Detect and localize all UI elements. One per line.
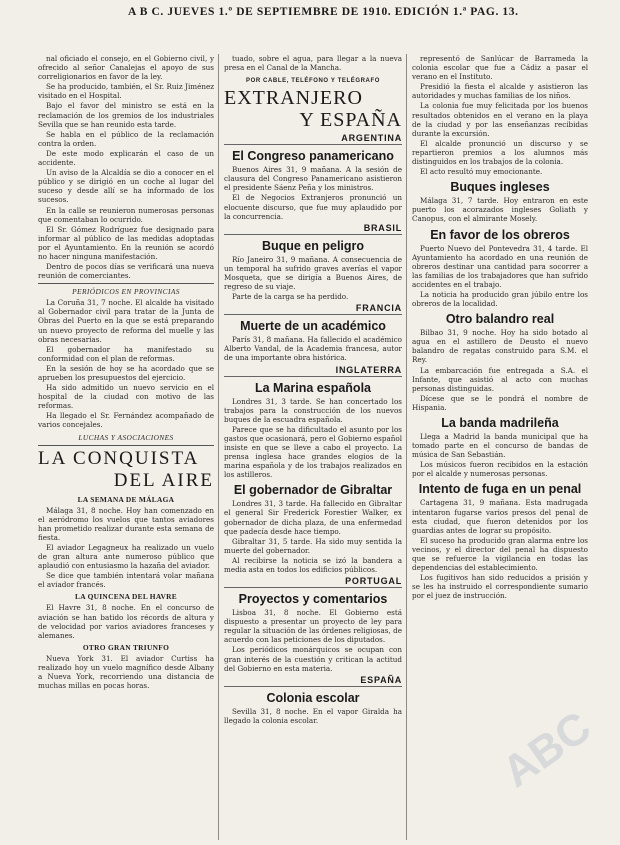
subheading: OTRO GRAN TRIUNFO xyxy=(82,642,170,652)
paragraph: En la calle se reunieron numerosas personas que comentaban lo ocurrido. xyxy=(38,205,214,224)
paragraph: Buenos Aires 31, 9 mañana. A la sesión de clausura del Congreso Panamericano asistieron el presidente Sáenz Peña y los ministros. xyxy=(224,165,402,193)
subheading: LA QUINCENA DEL HAVRE xyxy=(74,592,178,602)
paragraph: Río Janeiro 31, 9 mañana. A consecuencia de un temporal ha sufrido graves averías el vapor Mosqueta, que se dirigía a Buenos Aires, de regreso de su viaje. xyxy=(224,254,402,292)
paragraph: Bajo el favor del ministro se está en la reclamación de los gremios de los industriales Sevilla que se han reunido esta tarde. xyxy=(38,101,214,129)
paragraph: Llega a Madrid la banda municipal que ha tomado parte en el concurso de bandas de música de San Sebastián. xyxy=(412,432,588,460)
country-label: ARGENTINA xyxy=(224,133,402,145)
paragraph: Parte de la carga se ha perdido. xyxy=(232,292,349,302)
section-divider xyxy=(38,445,214,446)
paragraph: Gibraltar 31, 5 tarde. Ha sido muy sentida la muerte del gobernador. xyxy=(224,536,402,555)
paragraph: Sevilla 31, 8 noche. En el vapor Giralda ha llegado la colonia escolar. xyxy=(224,706,402,725)
article-heading: Muerte de un académico xyxy=(240,319,386,334)
column-3 xyxy=(412,54,588,844)
country-label: ESPAÑA xyxy=(224,675,402,687)
paragraph: Dícese que se le pondrá el nombre de Hispania. xyxy=(412,393,588,412)
headline-conquista: LA CONQUISTA xyxy=(38,447,200,469)
column-2 xyxy=(224,54,402,844)
paragraph: Londres 31, 3 tarde. Se han concertado los trabajos para la construcción de los nuevos buques de la escuadra española. xyxy=(224,396,402,424)
paragraph: El de Negocios Extranjeros pronunció un elocuente discurso, que fue muy aplaudido por la concurrencia. xyxy=(224,193,402,221)
paragraph: Puerto Nuevo del Pontevedra 31, 4 tarde. El Ayuntamiento ha acordado en una reunión de obreros destinar una cantidad para socorrer a las familias de los trabajadores que han sufrido accidentes en el trabajo. xyxy=(412,243,588,289)
paragraph: Bilbao 31, 9 noche. Hoy ha sido botado al agua en el astillero de Deusto el nuevo balandro de regatas construido para S.M. el Rey. xyxy=(412,328,588,365)
section-heading: PERIÓDICOS EN PROVINCIAS xyxy=(72,287,180,297)
paragraph: El Havre 31, 8 noche. En el concurso de aviación se han batido los récords de altura y de velocidad por varios aviadores franceses y alemanes. xyxy=(38,603,214,640)
paragraph: El aviador Legagneux ha realizado un vuelo de gran altura ante numeroso público que aplaudió con entusiasmo la hazaña del aviador. xyxy=(38,542,214,571)
paragraph: Dentro de pocos días se verificará una nueva reunión de comerciantes. xyxy=(38,262,214,281)
paragraph: Los fugitivos han sido reducidos a prisión y se les ha instruido el correspondiente sumario por el juez de instrucción. xyxy=(412,573,588,601)
paragraph: Se habla en el público de la reclamación contra la orden. xyxy=(38,129,214,148)
article-heading: La banda madrileña xyxy=(441,416,559,430)
paragraph: El alcalde pronunció un discurso y se repartieron premios a los alumnos más distinguidos en los trabajos de la colonia. xyxy=(412,138,588,167)
paragraph: nal oficiado el consejo, en el Gobierno civil, y ofrecido al señor Canalejas el apoyo de sus correligionarios en favor de la ley. xyxy=(38,54,214,82)
article-heading: En favor de los obreros xyxy=(430,227,570,242)
paragraph: Presidió la fiesta el alcalde y asistieron las autoridades y muchas familias de los niños. xyxy=(412,82,588,101)
article-heading: El gobernador de Gibraltar xyxy=(233,483,393,498)
paragraph: Lisboa 31, 8 noche. El Gobierno está dispuesto a presentar un proyecto de ley para regular la situación de las órdenes religiosas, de acuerdo con las peticiones de los diputados. xyxy=(224,608,402,645)
paragraph: Se dice que también intentará volar mañana el aviador francés. xyxy=(38,571,214,590)
paragraph: Ha llegado el Sr. Fernández acompañado de varios concejales. xyxy=(38,411,214,430)
column-rule xyxy=(218,54,219,840)
paragraph: Los periódicos monárquicos se ocupan con gran interés de la cuestión y critican la actitud del Gobierno en esta materia. xyxy=(224,645,402,673)
paragraph: Al recibirse la noticia se izó la bandera a media asta en todos los edificios públicos. xyxy=(224,555,402,574)
country-label: BRASIL xyxy=(224,223,402,235)
running-head: A B C. JUEVES 1.º DE SEPTIEMBRE DE 1910. EDICIÓN 1.ª PAG. 13. xyxy=(128,6,519,18)
paragraph: Cartagena 31, 9 mañana. Esta madrugada intentaron fugarse varios presos del penal de esta ciudad, que fueron detenidos por los guardias antes de lograr su propósito. xyxy=(412,498,588,535)
article-heading: Colonia escolar xyxy=(266,690,360,705)
paragraph: La colonia fue muy felicitada por los buenos resultados obtenidos en el verano en la playa de la ciudad y por las enseñanzas recibidas durante la excursión. xyxy=(412,101,588,138)
article-heading: Proyectos y comentarios xyxy=(238,592,388,607)
subheading: LA SEMANA DE MÁLAGA xyxy=(77,494,175,504)
paragraph: Un aviso de la Alcaldía se dio a conocer en el público y se dirigió en un coche al lugar del suceso y desde allí se ha informado de los sucesos. xyxy=(38,168,214,205)
country-label: FRANCIA xyxy=(224,303,402,315)
paragraph: La embarcación fue entregada a S.A. el Infante, que asistió al acto con muchas personas distinguidas. xyxy=(412,365,588,393)
paragraph: El acto resultó muy emocionante. xyxy=(420,167,543,177)
paragraph: El suceso ha producido gran alarma entre los vecinos, y el director del penal ha dispuesto que se refuerce la vigilancia en todas las dependencias del establecimiento. xyxy=(412,535,588,573)
article-heading: Otro balandro real xyxy=(445,312,555,327)
paragraph: Los músicos fueron recibidos en la estación por el alcalde y numerosas personas. xyxy=(412,460,588,479)
paragraph: El gobernador ha manifestado su conformidad con el plan de reformas. xyxy=(38,344,214,363)
paragraph: Ha sido admitido un nuevo servicio en el hospital de la ciudad con motivo de las reformas. xyxy=(38,383,214,411)
paragraph: París 31, 8 mañana. Ha fallecido el académico Alberto Vandal, de la Academia francesa, autor de una importante obra histórica. xyxy=(224,335,402,363)
section-divider xyxy=(38,283,214,284)
headline-extranjero: EXTRANJERO xyxy=(224,87,363,110)
paragraph: Londres 31, 3 tarde. Ha fallecido en Gibraltar el general Sir Frederick Forestier Walker, ex gobernador de dicha plaza, de una enfermedad que padecía desde hace tiempo. xyxy=(224,499,402,536)
paragraph: La noticia ha producido gran júbilo entre los obreros de la localidad. xyxy=(412,289,588,309)
paragraph: Málaga 31, 8 noche. Hoy han comenzado en el aeródromo los vuelos que tantos aviadores han prometido realizar durante esta semana de fiesta. xyxy=(38,505,214,542)
column-1 xyxy=(38,54,214,844)
country-label: PORTUGAL xyxy=(224,576,402,588)
headline-espana: Y ESPAÑA xyxy=(299,109,402,132)
section-heading: LUCHAS Y ASOCIACIONES xyxy=(78,432,174,442)
article-heading: El Congreso panamericano xyxy=(232,149,394,164)
paragraph: El Sr. Gómez Rodríguez fue designado para informar al público de las medidas adoptadas por el Ayuntamiento. En la reunión se acordó no hacer ninguna manifestación. xyxy=(38,224,214,261)
paragraph: Málaga 31, 7 tarde. Hoy entraron en este puerto los acorazados ingleses Goliath y Canopus, con el almirante Mosely. xyxy=(412,196,588,224)
article-heading: Buque en peligro xyxy=(261,238,365,253)
column-rule xyxy=(406,54,407,840)
paragraph: Parece que se ha dificultado el asunto por los gastos que ocasionará, pero el Gobierno español insiste en que se lleve a cabo el proyecto. La prensa inglesa hace grandes elogios de la marina española y de los trabajos realizados en los astilleros. xyxy=(224,424,402,480)
paragraph: Nueva York 31. El aviador Curtiss ha realizado hoy un vuelo magnífico desde Albany a Nueva York, recorriendo una distancia de muchas millas en pocas horas. xyxy=(38,653,214,691)
watermark: ABC xyxy=(493,702,600,798)
paragraph: Se ha producido, también, el Sr. Ruiz Jiménez visitado en el Hospital. xyxy=(38,82,214,101)
paragraph: De este modo explicarán el caso de un accidente. xyxy=(38,148,214,168)
paragraph: tuado, sobre el agua, para llegar a la nueva presa en el Canal de la Mancha. xyxy=(224,54,402,73)
article-heading: Intento de fuga en un penal xyxy=(418,482,582,497)
article-heading: La Marina española xyxy=(254,380,371,395)
paragraph: representó de Sanlúcar de Barrameda la colonia escolar que fue a Cádiz a pasar el verano en el Instituto. xyxy=(412,54,588,82)
paragraph: La Coruña 31, 7 noche. El alcalde ha visitado al Gobernador civil para tratar de la Junta de Obras del Puerto en la que se está preparando un nuevo proyecto de reforma del muelle y las obras necesarias. xyxy=(38,298,214,344)
article-heading: Buques ingleses xyxy=(450,180,550,195)
section-heading: POR CABLE, TELÉFONO Y TELÉGRAFO xyxy=(245,78,381,85)
country-label: INGLATERRA xyxy=(224,365,402,377)
paragraph: En la sesión de hoy se ha acordado que se aprueben los presupuestos del ejercicio. xyxy=(38,363,214,382)
headline-aire: DEL AIRE xyxy=(113,469,214,491)
